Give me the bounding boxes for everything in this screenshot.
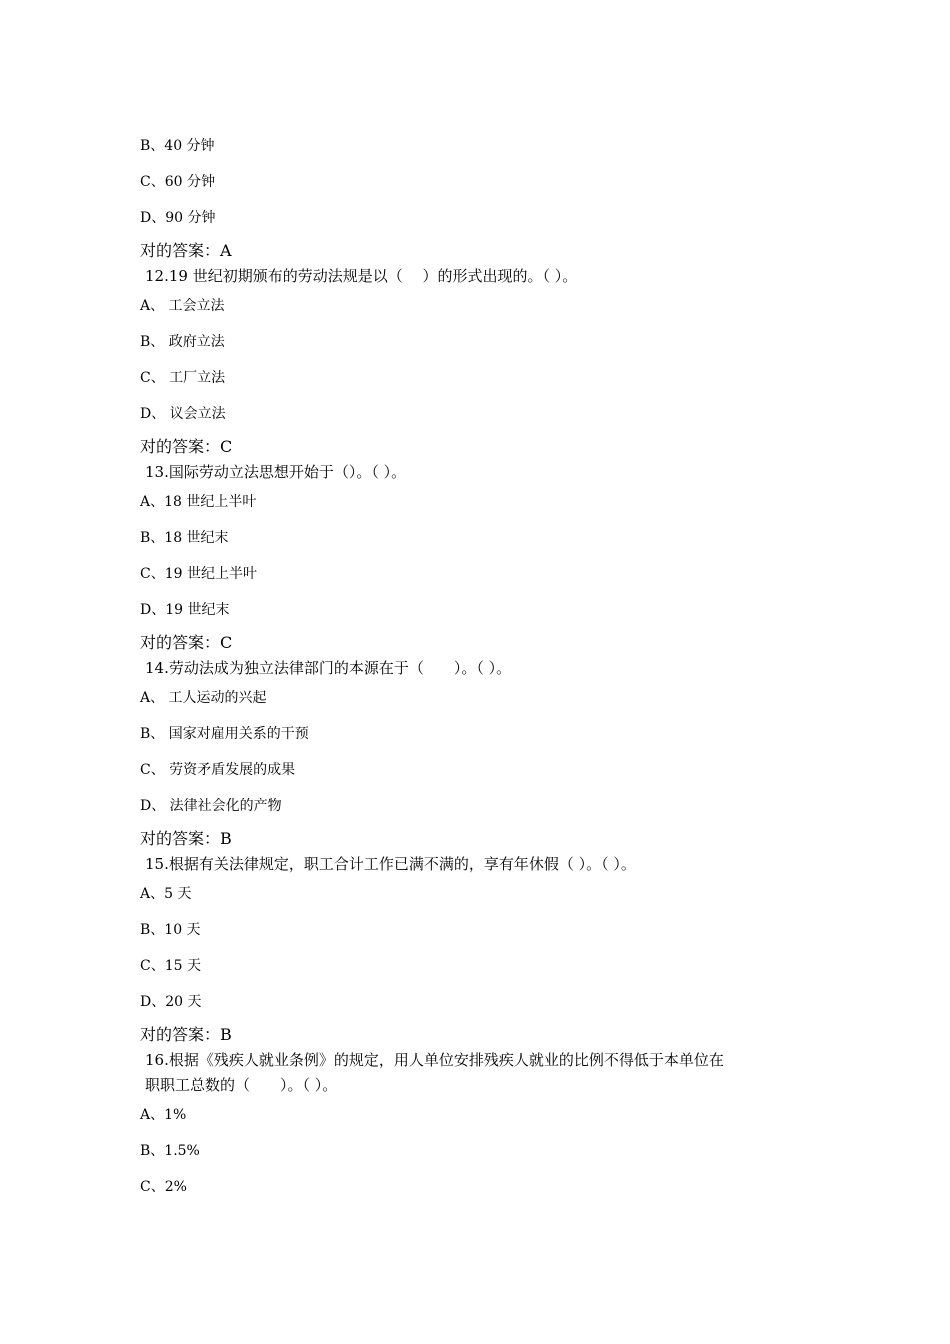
question-16: 16.根据《残疾人就业条例》的规定，用人单位安排残疾人就业的比例不得低于本单位在 <box>145 1051 724 1069</box>
option-c: C、2% <box>140 1179 187 1195</box>
option-a: A、18 世纪上半叶 <box>140 494 257 510</box>
option-b: B、10 天 <box>140 922 201 938</box>
option-a: A、5 天 <box>140 886 192 902</box>
question-12: 12.19 世纪初期颁布的劳动法规是以（ ）的形式出现的。（ ）。 <box>145 267 578 285</box>
option-c: C、 工厂立法 <box>140 370 226 386</box>
option-b: B、18 世纪末 <box>140 530 229 546</box>
option-a: A、1% <box>140 1107 187 1123</box>
question-16-continued: 职职工总数的（ ）。（ ）。 <box>145 1076 338 1094</box>
option-d: D、19 世纪末 <box>140 602 230 618</box>
option-b: B、 政府立法 <box>140 334 225 350</box>
answer-line: 对的答案：C <box>140 437 233 456</box>
option-c: C、19 世纪上半叶 <box>140 566 257 582</box>
option-b: B、1.5% <box>140 1143 200 1159</box>
option-c: C、60 分钟 <box>140 174 215 190</box>
option-b: B、40 分钟 <box>140 138 215 154</box>
answer-line: 对的答案：B <box>140 829 232 848</box>
option-c: C、15 天 <box>140 958 201 974</box>
option-d: D、 议会立法 <box>140 406 226 422</box>
answer-line: 对的答案：B <box>140 1025 232 1044</box>
question-13: 13.国际劳动立法思想开始于（）。（ ）。 <box>145 463 407 481</box>
option-d: D、 法律社会化的产物 <box>140 798 282 814</box>
option-b: B、 国家对雇用关系的干预 <box>140 726 309 742</box>
option-d: D、90 分钟 <box>140 210 216 226</box>
question-15: 15.根据有关法律规定，职工合计工作已满不满的，享有年休假（ ）。（ ）。 <box>145 855 636 873</box>
option-d: D、20 天 <box>140 994 202 1010</box>
option-a: A、 工会立法 <box>140 298 225 314</box>
question-14: 14.劳动法成为独立法律部门的本源在于（ ）。（ ）。 <box>145 659 512 677</box>
option-a: A、 工人运动的兴起 <box>140 690 267 706</box>
answer-line: 对的答案：A <box>140 241 232 260</box>
option-c: C、 劳资矛盾发展的成果 <box>140 762 296 778</box>
answer-line: 对的答案：C <box>140 633 233 652</box>
